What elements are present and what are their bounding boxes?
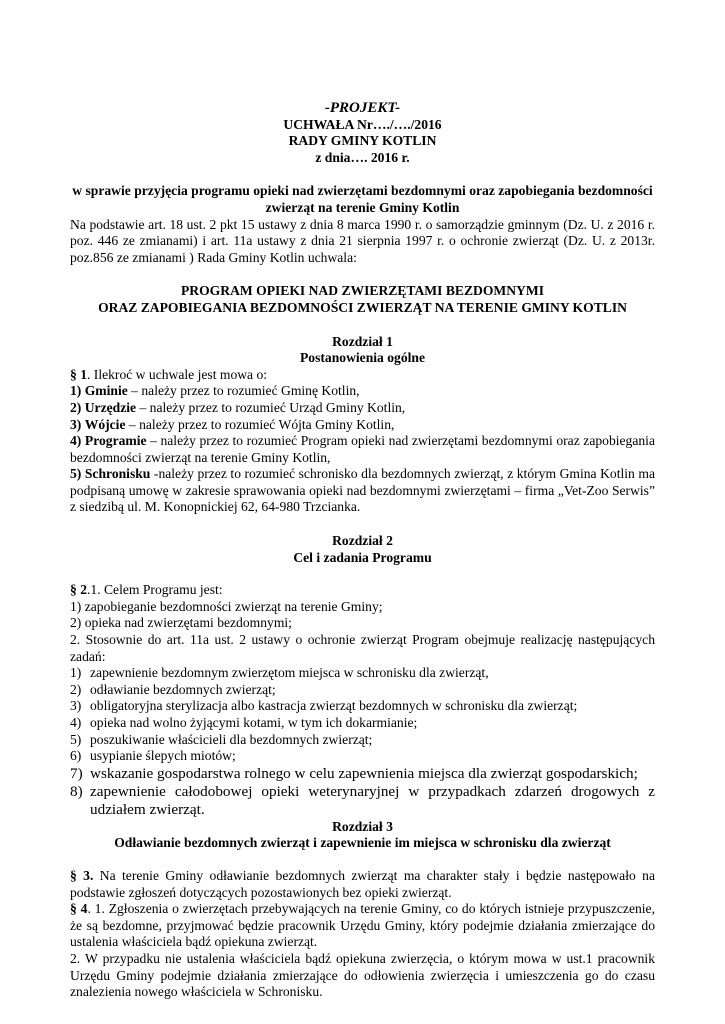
tasks-list [70,665,655,819]
task-number: 6) [70,748,82,764]
definition-number: 4) [70,433,82,449]
resolution-date: z dnia…. 2016 r. [315,149,410,165]
paragraph-2 [70,582,655,599]
definition-text: -należy przez to rozumieć schronisko dla bezdomnych zwierząt, z którym Gmina Kotlin ma podpisaną umowę w zakresie sprawowania opieki nad bezdomnymi zwierzętami – firma „Vet-Zoo Serwis” z siedzibą ul. M. Konopnickiej 62, 64-980 Trzcianka. [70,466,655,515]
resolution-number: UCHWAŁA Nr…./…./2016 [283,116,442,132]
definition-number: 3) [70,416,82,432]
definition-term: Urzędzie [84,399,137,415]
definition-text: – należy przez to rozumieć Program opieki nad zwierzętami bezdomnymi oraz zapobiegania bezdomności zwierząt na terenie Gminy Kotlin, [70,433,655,465]
task-text: zapewnienie całodobowej opieki weterynaryjnej w przypadkach zdarzeń drogowych z udziałem zwierząt. [90,782,655,818]
task-text: obligatoryjna sterylizacja albo kastracja zwierząt bezdomnych w schronisku dla zwierząt; [90,698,578,714]
definition-text: – należy przez to rozumieć Urząd Gminy Kotlin, [136,399,406,415]
paragraph-4-point-2: 2. W przypadku nie ustalenia właściciela bądź opiekuna zwierzęcia, o którym mowa w ust.1 pracownik Urzędu Gminy podejmie działania zmierzające do odłowienia zwierzęcia i umieszczenia go do czasu znalezienia nowego właściciela w Schronisku. [70,950,655,1000]
chapter-2-heading [70,533,655,566]
task-text: odławianie bezdomnych zwierząt; [90,681,276,697]
resolution-subject [70,183,655,216]
task-text: wskazanie gospodarstwa rolnego w celu zapewnienia miejsca dla zwierząt gospodarskich; [90,764,638,782]
paragraph-3-mark: § 3. [70,867,94,883]
program-title-line-1: PROGRAM OPIEKI NAD ZWIERZĘTAMI BEZDOMNYMI [180,283,544,299]
document-header [70,100,655,166]
definition-item [70,400,655,417]
paragraph-4-text: . 1. Zgłoszenia o zwierzętach przebywających na terenie Gminy, co do których istnieje przypuszczenie, że są bezdomne, przyjmować będzie pracownik Urzędu Gminy, który podejmie działania zmierzające do ustalenia właściciela bądź opiekuna zwierząt. [70,901,655,950]
paragraph-2-mark: § 2 [70,582,87,598]
definition-item [70,417,655,434]
definition-term: Wójcie [84,416,126,432]
subject-line-1: w sprawie przyjęcia programu opieki nad zwierzętami bezdomnymi oraz zapobiegania bezdomności [72,183,653,199]
task-number: 3) [70,698,82,714]
document-page [70,100,655,1001]
chapter-1-title: Rozdział 1 [332,333,393,349]
goal-item: 1) zapobieganie bezdomności zwierząt na terenie Gminy; [70,598,383,614]
paragraph-3 [70,868,655,901]
task-item [70,665,655,682]
task-number: 7) [70,764,83,782]
task-item [70,682,655,699]
task-text: opieka nad wolno żyjącymi kotami, w tym ich dokarmianie; [90,715,418,730]
definition-term: Gminie [84,383,128,399]
chapter-3-subtitle: Odławianie bezdomnych zwierząt i zapewnienie im miejsca w schronisku dla zwierząt [114,835,611,851]
definition-item [70,433,655,466]
definition-item [70,383,655,400]
definition-item [70,466,655,516]
paragraph-2-point-2: 2. Stosownie do art. 11a ust. 2 ustawy o ochronie zwierząt Program obejmuje realizację następujących zadań: [70,632,655,664]
program-title-line-2: ORAZ ZAPOBIEGANIA BEZDOMNOŚCI ZWIERZĄT NA TERENIE GMINY KOTLIN [98,299,627,315]
task-item [70,732,655,749]
chapter-1-subtitle: Postanowienia ogólne [300,350,425,366]
goal-item: 2) opieka nad zwierzętami bezdomnymi; [70,615,292,631]
task-number: 5) [70,731,82,747]
definition-number: 2) [70,399,82,415]
definition-number: 1) [70,383,82,399]
paragraph-4-mark: § 4 [70,901,88,917]
chapter-3-title: Rozdział 3 [332,818,393,834]
paragraph-2-text: .1. Celem Programu jest: [87,582,223,598]
definition-term: Programie [84,433,147,449]
task-number: 2) [70,681,82,697]
task-number: 8) [70,782,83,800]
task-item [70,748,655,765]
paragraph-1-mark: § 1 [70,366,87,382]
paragraph-1 [70,367,655,384]
paragraph-3-text: Na terenie Gminy odławianie bezdomnych zwierząt ma charakter stały i będzie następowało na podstawie zgłoszeń dotyczących pozostawionych bez opieki zwierząt. [70,867,656,900]
task-text: usypianie ślepych miotów; [90,748,236,764]
definition-text: – należy przez to rozumieć Wójta Gminy Kotlin, [125,416,395,432]
chapter-2-title: Rozdział 2 [332,533,393,549]
task-text: poszukiwanie właścicieli dla bezdomnych zwierząt; [90,731,373,747]
chapter-1-heading [70,334,655,367]
task-number: 1) [70,665,82,681]
task-text: zapewnienie bezdomnym zwierzętom miejsca w schronisku dla zwierząt, [90,665,489,681]
task-item [70,698,655,715]
council-name: RADY GMINY KOTLIN [288,133,437,149]
task-number: 4) [70,715,82,730]
definition-text: – należy przez to rozumieć Gminę Kotlin, [127,383,360,399]
paragraph-4 [70,901,655,951]
chapter-3-heading [70,819,655,852]
definition-term: Schronisku [84,466,151,482]
subject-line-2: zwierząt na terenie Gminy Kotlin [265,199,460,215]
task-item [70,783,655,819]
legal-basis: Na podstawie art. 18 ust. 2 pkt 15 ustawy z dnia 8 marca 1990 r. o samorządzie gminnym (Dz. U. z 2016 r. poz. 446 ze zmianami) i art. 11a ustawy z dnia 21 sierpnia 1997 r. o ochronie zwierząt (Dz. U. z 2013r. poz.856 ze zmianami ) Rada Gminy Kotlin uchwala: [70,216,655,265]
task-item [70,715,655,732]
projekt-label: -PROJEKT- [324,100,401,116]
definition-number: 5) [70,466,82,482]
task-item [70,765,655,783]
definitions-list [70,383,655,516]
paragraph-1-text: . Ilekroć w uchwale jest mowa o: [87,366,268,382]
program-title [70,283,655,316]
chapter-2-subtitle: Cel i zadania Programu [293,549,432,565]
